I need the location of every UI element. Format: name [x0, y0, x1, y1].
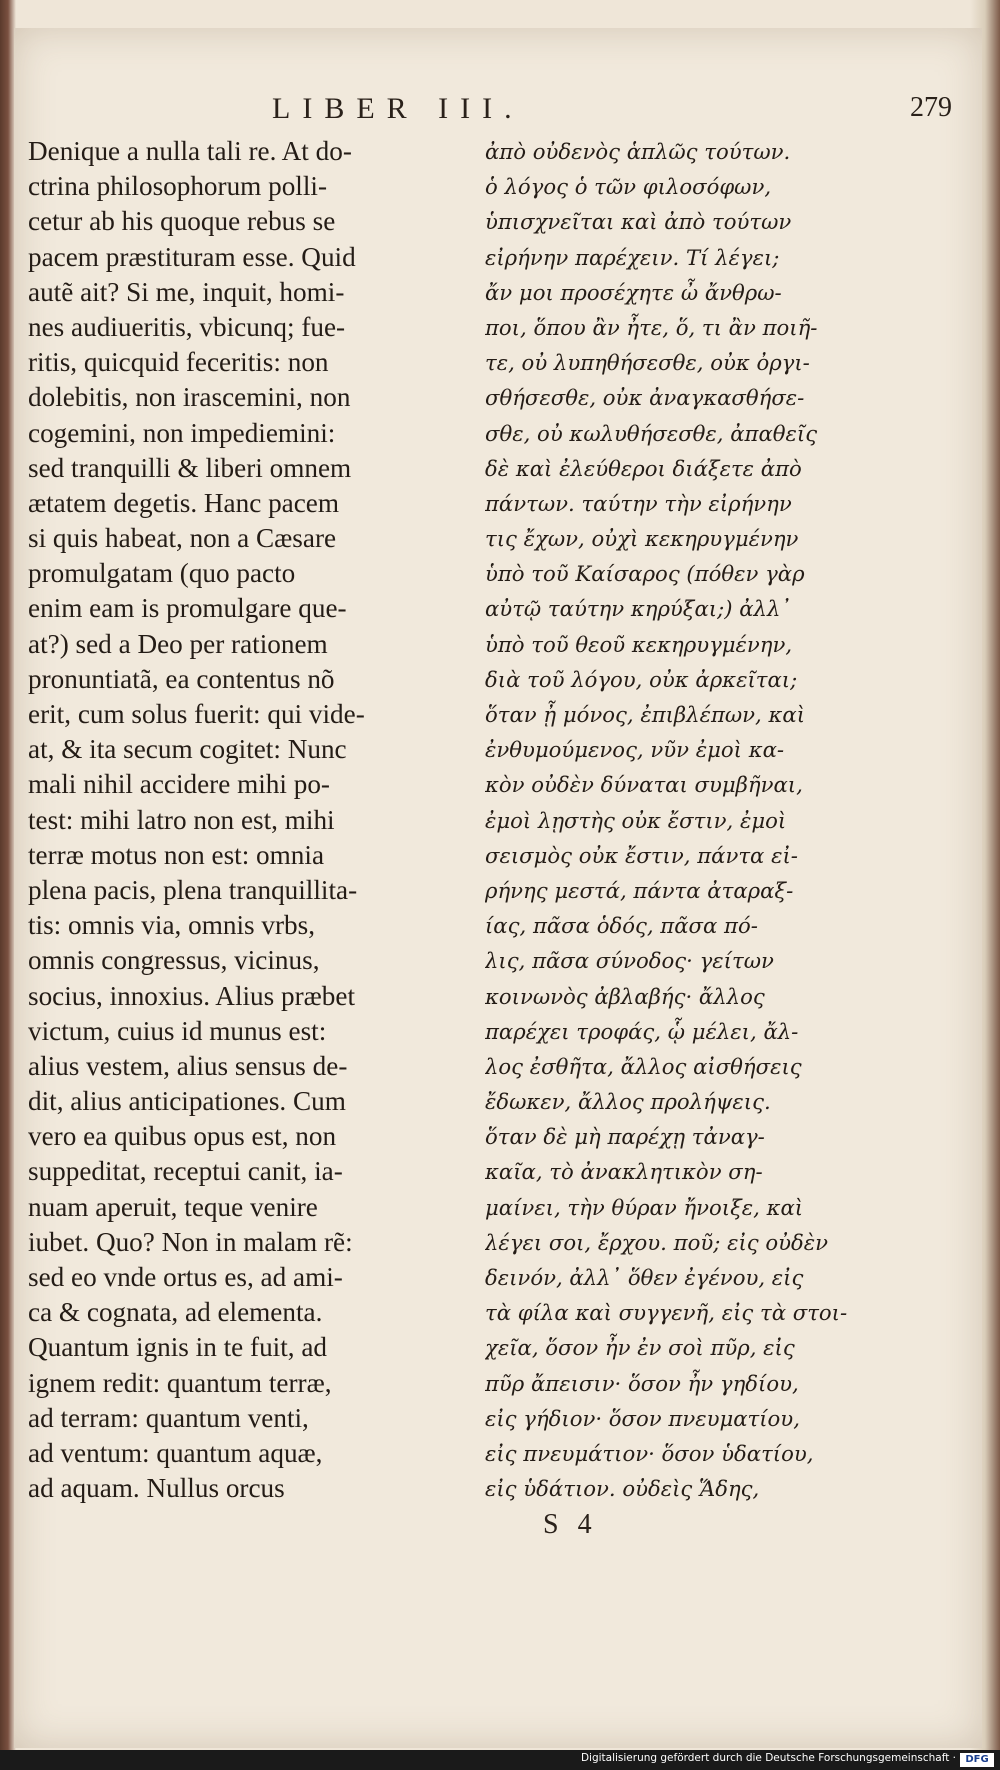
greek-text-line: ἐμοὶ λῃστὴς οὐκ ἔστιν, ἐμοὶ [485, 807, 787, 833]
latin-text-line: Quantum ignis in te fuit, ad [28, 1332, 328, 1363]
latin-text-line: sed eo vnde ortus es, ad ami- [28, 1262, 343, 1292]
greek-text-line: σεισμὸς οὐκ ἔστιν, πάντα εἰ- [485, 842, 798, 868]
latin-text-line: autẽ ait? Si me, inquit, homi- [28, 276, 345, 307]
greek-text-line: εἰς γήδιον· ὅσον πνευματίου, [485, 1405, 800, 1431]
latin-text-line: nuam aperuit, teque venire [28, 1191, 318, 1222]
latin-text-line: alius vestem, alius sensus de- [28, 1050, 348, 1081]
greek-text-line: ὁ λόγος ὁ τῶν φιλοσόφων, [485, 174, 772, 200]
greek-text-line: αὐτῷ ταύτην κηρύξαι;) ἀλλ᾽ [485, 596, 791, 622]
greek-text-line: εἰς ὑδάτιον. οὐδεὶς Ἅδης, [485, 1476, 760, 1502]
latin-text-line: omnis congressus, vicinus, [28, 945, 320, 976]
latin-text-line: terræ motus non est: omnia [28, 839, 325, 870]
greek-text-line: λος ἐσθῆτα, ἄλλος αἰσθήσεις [485, 1053, 802, 1079]
latin-text-line: cogemini, non impediemini: [28, 417, 336, 448]
latin-text-line: tis: omnis via, omnis vrbs, [28, 910, 315, 941]
latin-text-line: pacem præstituram esse. Quid [28, 241, 356, 272]
greek-text-line: ρήνης μεστά, πάντα ἀταραξ- [485, 877, 794, 903]
page-number: 279 [910, 92, 952, 123]
greek-text-line: εἰρήνην παρέχειν. Τί λέγει; [485, 244, 780, 270]
latin-text-line: ad terram: quantum venti, [28, 1402, 309, 1433]
latin-text-line: socius, innoxius. Alius præbet [28, 980, 356, 1011]
greek-text-line: ὅταν δὲ μὴ παρέχῃ τἀναγ- [485, 1124, 765, 1150]
latin-text-line: vero ea quibus opus est, non [28, 1121, 337, 1152]
greek-text-line: ἐνθυμούμενος, νῦν ἐμοὶ κα- [485, 737, 785, 763]
greek-text-line: τὰ φίλα καὶ συγγενῆ, εἰς τὰ στοι- [485, 1300, 848, 1326]
latin-text-line: enim eam is promulgare que- [28, 593, 347, 624]
latin-text-line: ad ventum: quantum aquæ, [28, 1437, 323, 1468]
greek-text-line: ἄν μοι προσέχητε ὦ ἄνθρω- [485, 279, 782, 305]
latin-text-line: plena pacis, plena tranquillita- [28, 874, 358, 905]
footer-credit: Digitalisierung gefördert durch die Deutsche Forschungsgemeinschaft · [580, 1752, 956, 1764]
latin-text-line: iubet. Quo? Non in malam rẽ: [28, 1226, 353, 1257]
latin-text-line: promulgatam (quo pacto [28, 558, 296, 589]
greek-text-line: εἰς πνευμάτιον· ὅσον ὑδατίου, [485, 1440, 814, 1466]
running-title: LIBER III. [272, 92, 524, 125]
latin-text-line: ignem redit: quantum terræ, [28, 1367, 332, 1398]
greek-text-line: δὲ καὶ ἐλεύθεροι διάξετε ἀπὸ [485, 455, 802, 481]
latin-text-line: si quis habeat, non a Cæsare [28, 523, 337, 554]
latin-text-line: ritis, quicquid feceritis: non [28, 347, 329, 378]
latin-text-line: cetur ab his quoque rebus se [28, 206, 336, 237]
latin-text-line: victum, cuius id munus est: [28, 1015, 327, 1046]
greek-text-line: ποι, ὅπου ἂν ἦτε, ὅ, τι ἂν ποιῆ- [485, 314, 818, 340]
latin-text-line: Denique a nulla tali re. At do- [28, 136, 352, 166]
greek-text-line: τε, οὐ λυπηθήσεσθε, οὐκ ὀργι- [485, 350, 810, 376]
latin-text-line: sed tranquilli & liberi omnem [28, 452, 352, 483]
greek-text-line: ὑπὸ τοῦ Καίσαρος (πόθεν γὰρ [485, 561, 805, 587]
greek-text-line: σθήσεσθε, οὐκ ἀναγκασθήσε- [485, 385, 805, 411]
greek-text-line: πῦρ ἄπεισιν· ὅσον ἦν γηδίου, [485, 1370, 799, 1396]
greek-text-line: δεινόν, ἀλλ᾽ ὅθεν ἐγένου, εἰς [485, 1265, 804, 1290]
latin-text-line: nes audiueritis, vbicunq; fue- [28, 311, 346, 342]
greek-text-line: καῖα, τὸ ἀνακλητικὸν ση- [485, 1159, 763, 1185]
greek-text-line: λις, πᾶσα σύνοδος· γείτων [485, 948, 774, 974]
latin-text-line: ctrina philosophorum polli- [28, 171, 328, 202]
signature-mark: S 4 [543, 1509, 598, 1540]
greek-text-line: κὸν οὐδὲν δύναται συμβῆναι, [485, 772, 803, 798]
greek-text-line: τις ἔχων, οὐχὶ κεκηρυγμένην [485, 526, 799, 552]
greek-text-line: κοινωνὸς ἀβλαβής· ἄλλος [485, 983, 765, 1009]
latin-text-line: at?) sed a Deo per rationem [28, 628, 328, 659]
greek-column [485, 134, 975, 1506]
latin-text-line: pronuntiatã, ea contentus nõ [28, 663, 335, 694]
latin-column [28, 134, 468, 1506]
greek-text-line: πάντων. ταύτην τὴν εἰρήνην [485, 490, 792, 516]
greek-text-line: ὑπισχνεῖται καὶ ἀπὸ τούτων [485, 209, 792, 235]
page-header [0, 92, 1000, 132]
greek-text-line: ίας, πᾶσα ὁδός, πᾶσα πό- [485, 913, 758, 939]
greek-text-line: διὰ τοῦ λόγου, οὐκ ἀρκεῖται; [485, 666, 798, 692]
latin-text-line: test: mihi latro non est, mihi [28, 804, 335, 835]
greek-text-line: ἔδωκεν, ἄλλος προλήψεις. [485, 1089, 771, 1115]
greek-text-line: ἀπὸ οὐδενὸς ἁπλῶς τούτων. [485, 139, 791, 164]
latin-text-line: mali nihil accidere mihi po- [28, 769, 330, 800]
latin-text-line: ad aquam. Nullus orcus [28, 1473, 285, 1504]
latin-text-line: suppeditat, receptui canit, ia- [28, 1156, 343, 1187]
latin-text-line: at, & ita secum cogitet: Nunc [28, 734, 347, 765]
latin-text-line: ca & cognata, ad elementa. [28, 1297, 323, 1328]
latin-text-line: dolebitis, non irascemini, non [28, 382, 351, 413]
dfg-logo: DFG [960, 1753, 994, 1767]
greek-text-line: χεῖα, ὅσον ἦν ἐν σοὶ πῦρ, εἰς [485, 1335, 795, 1361]
latin-text-line: erit, cum solus fuerit: qui vide- [28, 699, 365, 729]
greek-text-line: λέγει σοι, ἔρχου. ποῦ; εἰς οὐδὲν [485, 1229, 828, 1255]
greek-text-line: σθε, οὐ κωλυθήσεσθε, ἀπαθεῖς [485, 420, 818, 446]
greek-text-line: ὅταν ᾖ μόνος, ἐπιβλέπων, καὶ [485, 702, 806, 727]
latin-text-line: ætatem degetis. Hanc pacem [28, 487, 340, 518]
greek-text-line: ὑπὸ τοῦ θεοῦ κεκηρυγμένην, [485, 631, 793, 657]
greek-text-line: παρέχει τροφάς, ᾧ μέλει, ἄλ- [485, 1018, 799, 1044]
latin-text-line: dit, alius anticipationes. Cum [28, 1086, 346, 1117]
greek-text-line: μαίνει, τὴν θύραν ἤνοιξε, καὶ [485, 1194, 804, 1220]
